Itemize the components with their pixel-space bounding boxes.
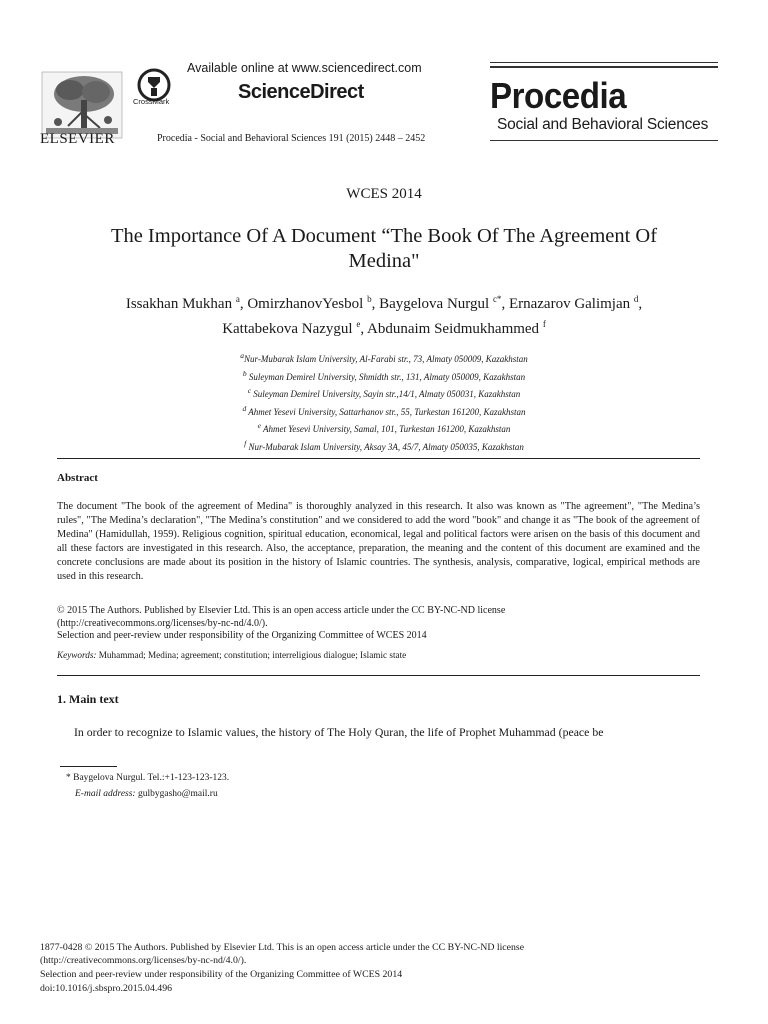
- affiliation-item: [150, 349, 618, 367]
- footer-line-3: Selection and peer-review under responsibility of the Organizing Committee of WCES 2014: [40, 969, 403, 980]
- footer-doi[interactable]: doi:10.1016/j.sbspro.2015.04.496: [40, 983, 172, 994]
- journal-citation: Procedia - Social and Behavioral Sciences 191 (2015) 2448 – 2452: [157, 133, 426, 144]
- affiliation-item: [150, 367, 618, 385]
- procedia-top-rule: [490, 62, 718, 63]
- procedia-top-rule-thick: [490, 66, 718, 68]
- license-line-1: © 2015 The Authors. Published by Elsevier Ltd. This is an open access article under the CC BY-NC-ND license: [57, 605, 506, 616]
- email-label: E-mail address:: [75, 789, 136, 799]
- license-line-3: Selection and peer-review under responsibility of the Organizing Committee of WCES 2014: [57, 630, 427, 641]
- keywords-list: Muhammad; Medina; agreement; constitution; interreligious dialogue; Islamic state: [98, 650, 407, 660]
- footer-line-1: 1877-0428 © 2015 The Authors. Published by Elsevier Ltd. This is an open access article under the CC BY-NC-ND license: [40, 942, 525, 953]
- license-link[interactable]: (http://creativecommons.org/licenses/by-nc-nd/4.0/).: [57, 618, 268, 629]
- affiliation-text: Nur-Mubarak Islam University, Al-Farabi str., 73, Almaty 050009, Kazakhstan: [244, 354, 528, 364]
- affiliation-text: Suleyman Demirel University, Sayin str.,14/1, Almaty 050031, Kazakhstan: [253, 389, 521, 399]
- author-sup: c*: [492, 294, 502, 304]
- main-text-paragraph: In order to recognize to Islamic values, the history of The Holy Quran, the life of Prophet Muhammad (peace be: [74, 725, 604, 739]
- affiliation-sup: a: [240, 351, 244, 360]
- author-sup: a: [235, 294, 240, 304]
- affiliation-sup: c: [247, 386, 252, 395]
- title-line-1: The Importance Of A Document “The Book Of The Agreement Of: [110, 225, 658, 247]
- affiliation-text: Nur-Mubarak Islam University, Aksay 3A, 45/7, Almaty 050035, Kazakhstan: [248, 441, 524, 452]
- author-list: [50, 289, 718, 339]
- affiliation-text: Suleyman Demirel University, Shmidth str., 131, Almaty 050009, Kazakhstan: [248, 371, 526, 382]
- affiliation-item: [150, 419, 618, 437]
- keywords-line: [57, 650, 406, 660]
- author-name: Baygelova Nurgul: [379, 296, 490, 312]
- abstract-bottom-rule: [57, 675, 700, 676]
- author-line-2: Kattabekova Nazygul $^e$, Abdunaim Seidmukhammed $^f$: [222, 319, 546, 337]
- title-line-2: Medina": [348, 250, 420, 272]
- affiliation-sup: b: [242, 368, 247, 378]
- author-name: Issakhan Mukhan: [125, 296, 233, 312]
- affiliation-sup: d: [242, 403, 247, 413]
- author-name: Kattabekova Nazygul: [222, 321, 353, 337]
- affiliation-sup: f: [244, 438, 247, 448]
- author-name: Ernazarov Galimjan: [508, 296, 631, 312]
- abstract-heading: Abstract: [57, 472, 98, 484]
- author-sup: e: [356, 319, 361, 329]
- author-sup: f: [542, 319, 546, 329]
- affiliation-text: Ahmet Yesevi University, Samal, 101, Turkestan 161200, Kazakhstan: [263, 424, 511, 434]
- affiliation-item: [150, 402, 618, 420]
- affiliation-list: [150, 349, 618, 454]
- footnote-author: * Baygelova Nurgul. Tel.:+1-123-123-123.: [66, 773, 230, 783]
- procedia-wordmark: Procedia: [490, 75, 627, 116]
- abstract-top-rule: [57, 458, 700, 459]
- email-address[interactable]: gulbygasho@mail.ru: [137, 789, 218, 799]
- affiliation-sup: e: [257, 421, 261, 430]
- affiliation-item: [150, 437, 618, 455]
- footnote-email: [75, 789, 218, 799]
- author-name: Abdunaim Seidmukhammed: [367, 321, 540, 337]
- publisher-wordmark: ELSEVIER: [40, 131, 115, 147]
- sciencedirect-wordmark: ScienceDirect: [238, 81, 364, 103]
- procedia-bottom-rule: [490, 140, 718, 141]
- conference-name: WCES 2014: [346, 186, 422, 202]
- available-online-text[interactable]: Available online at www.sciencedirect.com: [187, 61, 422, 75]
- footnote-rule: [60, 766, 117, 767]
- author-sup: d: [633, 294, 639, 304]
- keywords-label: Keywords:: [57, 650, 97, 660]
- affiliation-text: Ahmet Yesevi University, Sattarhanov str., 55, Turkestan 161200, Kazakhstan: [248, 406, 526, 417]
- crossmark-label: CrossMark: [133, 97, 170, 106]
- affiliation-item: [150, 384, 618, 402]
- author-sup: b: [367, 294, 372, 304]
- abstract-text: The document "The book of the agreement of Medina" is thoroughly analyzed in this research. It also was known as "The agreement", "The Medina’s rules", "The Medina’s declaration", "The Medina’s constitution" and we considered to add the word "book" and change it as "The book of the agreement of Medina" (Hamidullah, 1959). Religious cognition, spiritual education, economical, legal and political factors were arisen on the basis of this document and all these factors are investigated in this research. Also, the acceptance, preparation, the meaning and the content of this document are examined and the concrete conclusions are made about its position in the history of Islamic countries. The synthesis, analysis, comparative, logical, empirical methods are used in this research.: [57, 501, 700, 583]
- author-line-1: Issakhan Mukhan $^a$, OmirzhanovYesbol $^b$, Baygelova Nurgul $^{c*}$, Ernazarov Galimjan $^d$,: [125, 294, 643, 312]
- footer-license-link[interactable]: (http://creativecommons.org/licenses/by-nc-nd/4.0/).: [40, 955, 247, 966]
- procedia-subtitle: Social and Behavioral Sciences: [497, 116, 709, 133]
- paper-title: [60, 224, 708, 274]
- section-heading: 1. Main text: [57, 692, 119, 706]
- author-name: OmirzhanovYesbol: [247, 296, 364, 312]
